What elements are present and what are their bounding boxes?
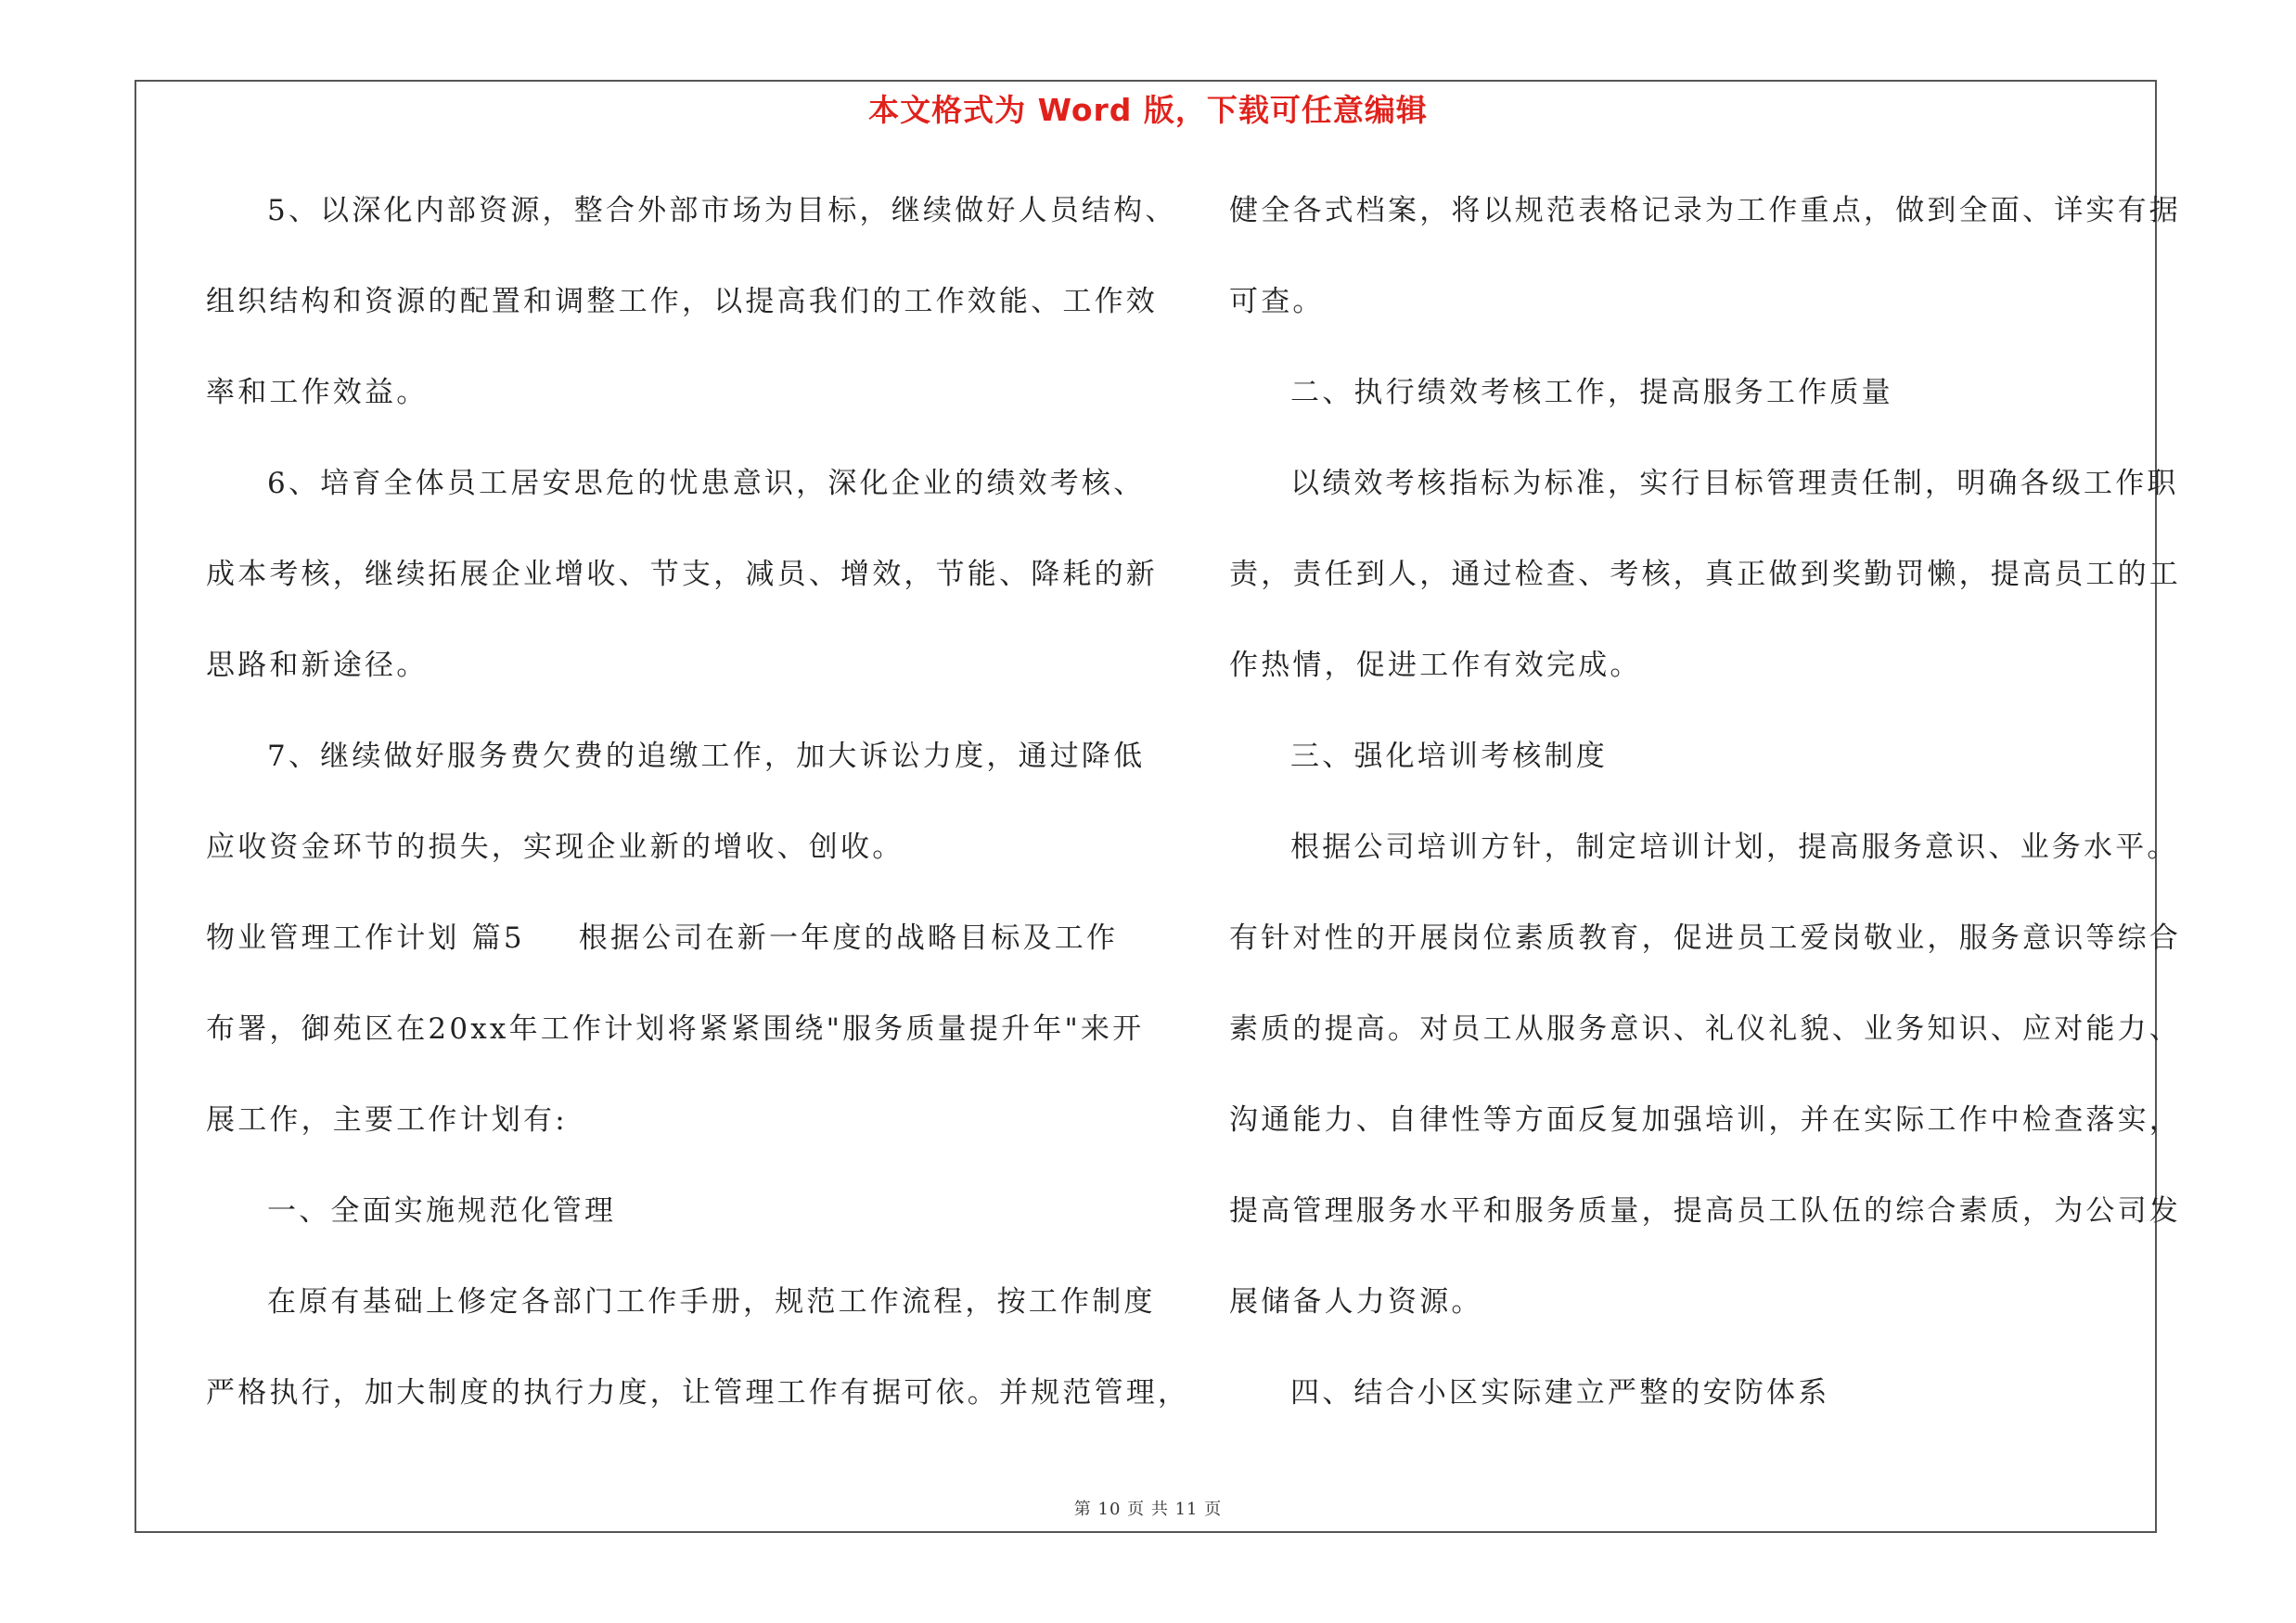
text-line: [1229, 546, 2181, 637]
line-text: 以绩效考核指标为标准，实行目标管理责任制，明确各级工作职: [1290, 467, 2179, 500]
text-line: [206, 1000, 1145, 1091]
line-text: 率和工作效益。: [206, 376, 429, 409]
text-line: [206, 455, 1146, 546]
text-line: [206, 1182, 1124, 1273]
line-text: 作热情，促进工作有效完成。: [1229, 649, 1642, 682]
line-text: 根据公司培训方针，制定培训计划，提高服务意识、业务水平。: [1290, 831, 2179, 864]
line-text: 展工作，主要工作计划有:: [206, 1103, 568, 1137]
text-line: [1229, 1273, 2157, 1364]
text-line: [206, 818, 1124, 909]
line-text: 7、继续做好服务费欠费的追缴工作，加大诉讼力度，通过降低: [267, 740, 1146, 773]
line-text: 根据公司在新一年度的战略目标及工作: [578, 921, 1119, 955]
line-text: 提高管理服务水平和服务质量，提高员工队伍的综合素质，为公司发: [1229, 1194, 2181, 1228]
line-text: 健全各式档案，将以规范表格记录为工作重点，做到全面、详实有据: [1229, 194, 2181, 227]
left-column: [206, 182, 1190, 1455]
text-line: [1229, 273, 2157, 364]
line-text: 思路和新途径。: [206, 649, 429, 682]
line-text: 5、以深化内部资源，整合外部市场为目标，继续做好人员结构、: [267, 194, 1177, 227]
line-text: 展储备人力资源。: [1229, 1285, 1483, 1319]
text-line: [1229, 1091, 2181, 1182]
line-text: 素质的提高。对员工从服务意识、礼仪礼貌、业务知识、应对能力、: [1229, 1012, 2181, 1046]
format-banner: 本文格式为 Word 版，下载可任意编辑: [868, 92, 1428, 128]
line-text: 三、强化培训考核制度: [1290, 740, 1608, 773]
text-line: [1229, 182, 2181, 273]
text-line: [206, 1273, 1156, 1364]
line-text: 可查。: [1229, 285, 1325, 318]
text-line: [1229, 1364, 2157, 1455]
line-text: 布署，御苑区在20xx年工作计划将紧紧围绕"服务质量提升年"来开: [206, 1012, 1145, 1046]
text-line: [1229, 728, 2157, 818]
line-text: 在原有基础上修定各部门工作手册，规范工作流程，按工作制度: [267, 1285, 1156, 1319]
text-line: [1229, 364, 2157, 455]
line-text: 有针对性的开展岗位素质教育，促进员工爱岗敬业，服务意识等综合: [1229, 921, 2181, 955]
text-line: [206, 728, 1146, 818]
line-text: 四、结合小区实际建立严整的安防体系: [1290, 1376, 1830, 1410]
line-text: 组织结构和资源的配置和调整工作，以提高我们的工作效能、工作效: [206, 285, 1158, 318]
section-title: 物业管理工作计划 篇5: [206, 921, 525, 955]
text-line: [1229, 637, 2157, 728]
line-text: 6、培育全体员工居安思危的忧患意识，深化企业的绩效考核、: [267, 467, 1146, 500]
line-text: 严格执行，加大制度的执行力度，让管理工作有据可依。并规范管理，: [206, 1376, 1190, 1410]
text-line: [206, 1091, 1124, 1182]
line-text: 应收资金环节的损失，实现企业新的增收、创收。: [206, 831, 904, 864]
line-text: 责，责任到人，通过检查、考核，真正做到奖勤罚懒，提高员工的工: [1229, 558, 2181, 591]
text-line: [206, 637, 1124, 728]
line-text: 沟通能力、自律性等方面反复加强培训，并在实际工作中检查落实，: [1229, 1103, 2181, 1137]
text-line: [1229, 1000, 2181, 1091]
text-line: [1229, 909, 2181, 1000]
section-heading-line: [206, 909, 1124, 1000]
text-line: [206, 1364, 1190, 1455]
line-text: 二、执行绩效考核工作，提高服务工作质量: [1290, 376, 1893, 409]
page-number-footer: 第 10 页 共 11 页: [1073, 1500, 1223, 1519]
text-line: [1229, 1182, 2181, 1273]
right-column: [1229, 182, 2181, 1455]
line-text: 成本考核，继续拓展企业增收、节支，减员、增效，节能、降耗的新: [206, 558, 1158, 591]
text-line: [206, 546, 1158, 637]
text-line: [1229, 818, 2179, 909]
line-text: 一、全面实施规范化管理: [267, 1194, 617, 1228]
text-line: [206, 364, 1124, 455]
text-line: [206, 273, 1158, 364]
text-line: [1229, 455, 2179, 546]
text-line: [206, 182, 1177, 273]
